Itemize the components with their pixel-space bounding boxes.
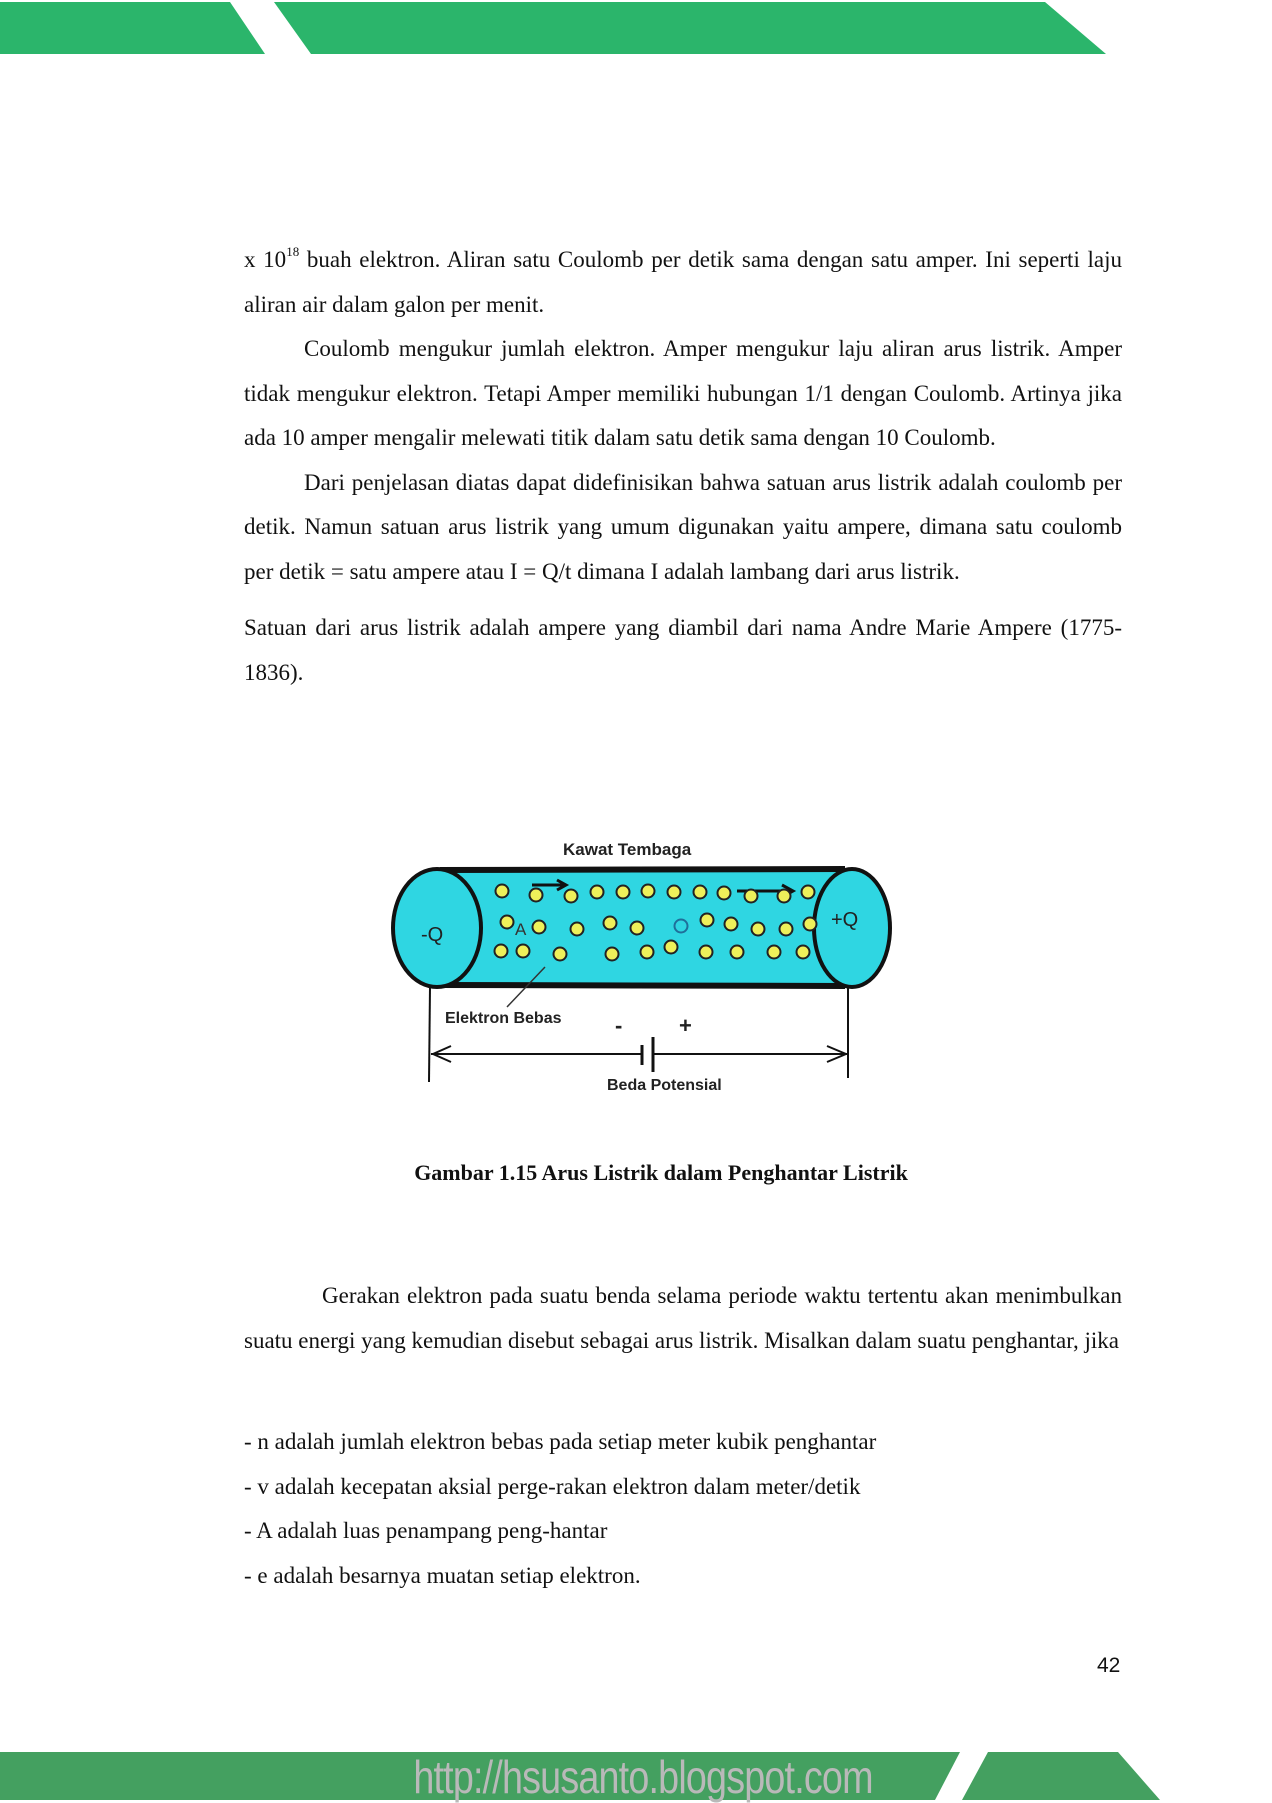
- page-number: 42: [1097, 1654, 1121, 1677]
- label-left-charge: -Q: [421, 924, 444, 946]
- electron-dot: [517, 945, 530, 958]
- electron-dot: [797, 946, 810, 959]
- electron-dot: [804, 918, 817, 931]
- header-band: [0, 0, 1272, 56]
- wire-bottom-edge: [440, 985, 845, 986]
- electron-dot: [604, 917, 617, 930]
- electron-dot: [617, 886, 630, 899]
- variable-list: [244, 1420, 876, 1598]
- electron-dot: [571, 923, 584, 936]
- superscript: 18: [286, 244, 300, 260]
- electron-dot: [768, 946, 781, 959]
- electron-dot: [496, 885, 509, 898]
- label-electron: Elektron Bebas: [445, 1010, 562, 1027]
- electron-dot: [665, 941, 678, 954]
- dim-left-tick: [429, 987, 430, 1082]
- electron-dot: [802, 886, 815, 899]
- electron-dot: [554, 948, 567, 961]
- electron-dot: [731, 946, 744, 959]
- wire-top-edge: [440, 869, 845, 870]
- figure-caption: Gambar 1.15 Arus Listrik dalam Penghantar Listrik: [414, 1160, 908, 1185]
- paragraph-3: Dari penjelasan diatas dapat didefinisikan bahwa satuan arus listrik adalah coulomb per detik. Namun satuan arus listrik yang umum digunakan yaitu ampere, dimana satu coulomb per detik = satu ampere atau I = Q/t dimana I adalah lambang dari arus listrik.: [244, 469, 1122, 584]
- header-band-right: [274, 2, 1106, 54]
- electron-dot: [745, 890, 758, 903]
- label-minus: -: [615, 1013, 623, 1038]
- text-block-bottom: [244, 1274, 1122, 1363]
- electron-dot: [694, 886, 707, 899]
- list-item: - v adalah kecepatan aksial perge-rakan elektron dalam meter/detik: [244, 1473, 861, 1499]
- list-item: - A adalah luas penampang peng-hantar: [244, 1518, 608, 1543]
- header-band-left: [0, 2, 265, 54]
- electron-dot: [725, 918, 738, 931]
- electron-dot: [530, 889, 543, 902]
- electron-dot: [668, 886, 681, 899]
- electron-dot: [780, 923, 793, 936]
- list-item: - e adalah besarnya muatan setiap elektron.: [244, 1562, 641, 1588]
- wire-diagram: [385, 825, 1005, 1115]
- paragraph-4: Satuan dari arus listrik adalah ampere yang diambil dari nama Andre Marie Ampere (1775-1836).: [244, 615, 1122, 685]
- label-point-a: A: [515, 920, 527, 939]
- label-plus: +: [679, 1013, 692, 1038]
- label-wire: Kawat Tembaga: [563, 840, 692, 859]
- label-potential: Beda Potensial: [607, 1077, 722, 1094]
- electron-dot: [495, 945, 508, 958]
- electron-dot: [501, 916, 514, 929]
- electron-dot: [631, 922, 644, 935]
- electron-dot: [752, 923, 765, 936]
- electron-dot: [591, 886, 604, 899]
- paragraph-5: Gerakan elektron pada suatu benda selama periode waktu tertentu akan menimbulkan suatu energi yang kemudian disebut sebagai arus listrik. Misalkan dalam suatu penghantar, jika: [244, 1283, 1122, 1353]
- electron-dot: [778, 890, 791, 903]
- electron-dot: [701, 914, 714, 927]
- list-item: - n adalah jumlah elektron bebas pada setiap meter kubik penghantar: [244, 1429, 877, 1454]
- label-right-charge: +Q: [831, 909, 859, 931]
- paragraph-1: x $10^{18}$ buah elektron. Aliran satu Coulomb per detik sama dengan satu amper. Ini seperti laju aliran air dalam galon per menit.: [244, 244, 1122, 317]
- footer-url[interactable]: http://hsusanto.blogspot.com: [413, 1751, 873, 1803]
- electron-dot: [718, 887, 731, 900]
- electron-dot: [700, 946, 713, 959]
- electron-dot: [642, 885, 655, 898]
- electron-dot: [641, 946, 654, 959]
- electron-dot: [565, 890, 578, 903]
- paragraph-2: Coulomb mengukur jumlah elektron. Amper mengukur laju aliran arus listrik. Amper tidak mengukur elektron. Tetapi Amper memiliki hubungan 1/1 dengan Coulomb. Artinya jika ada 10 amper mengalir melewati titik dalam satu detik sama dengan 10 Coulomb.: [244, 336, 1122, 450]
- text-block-top: [244, 238, 1122, 695]
- electron-dot: [606, 948, 619, 961]
- electron-dot: [533, 921, 546, 934]
